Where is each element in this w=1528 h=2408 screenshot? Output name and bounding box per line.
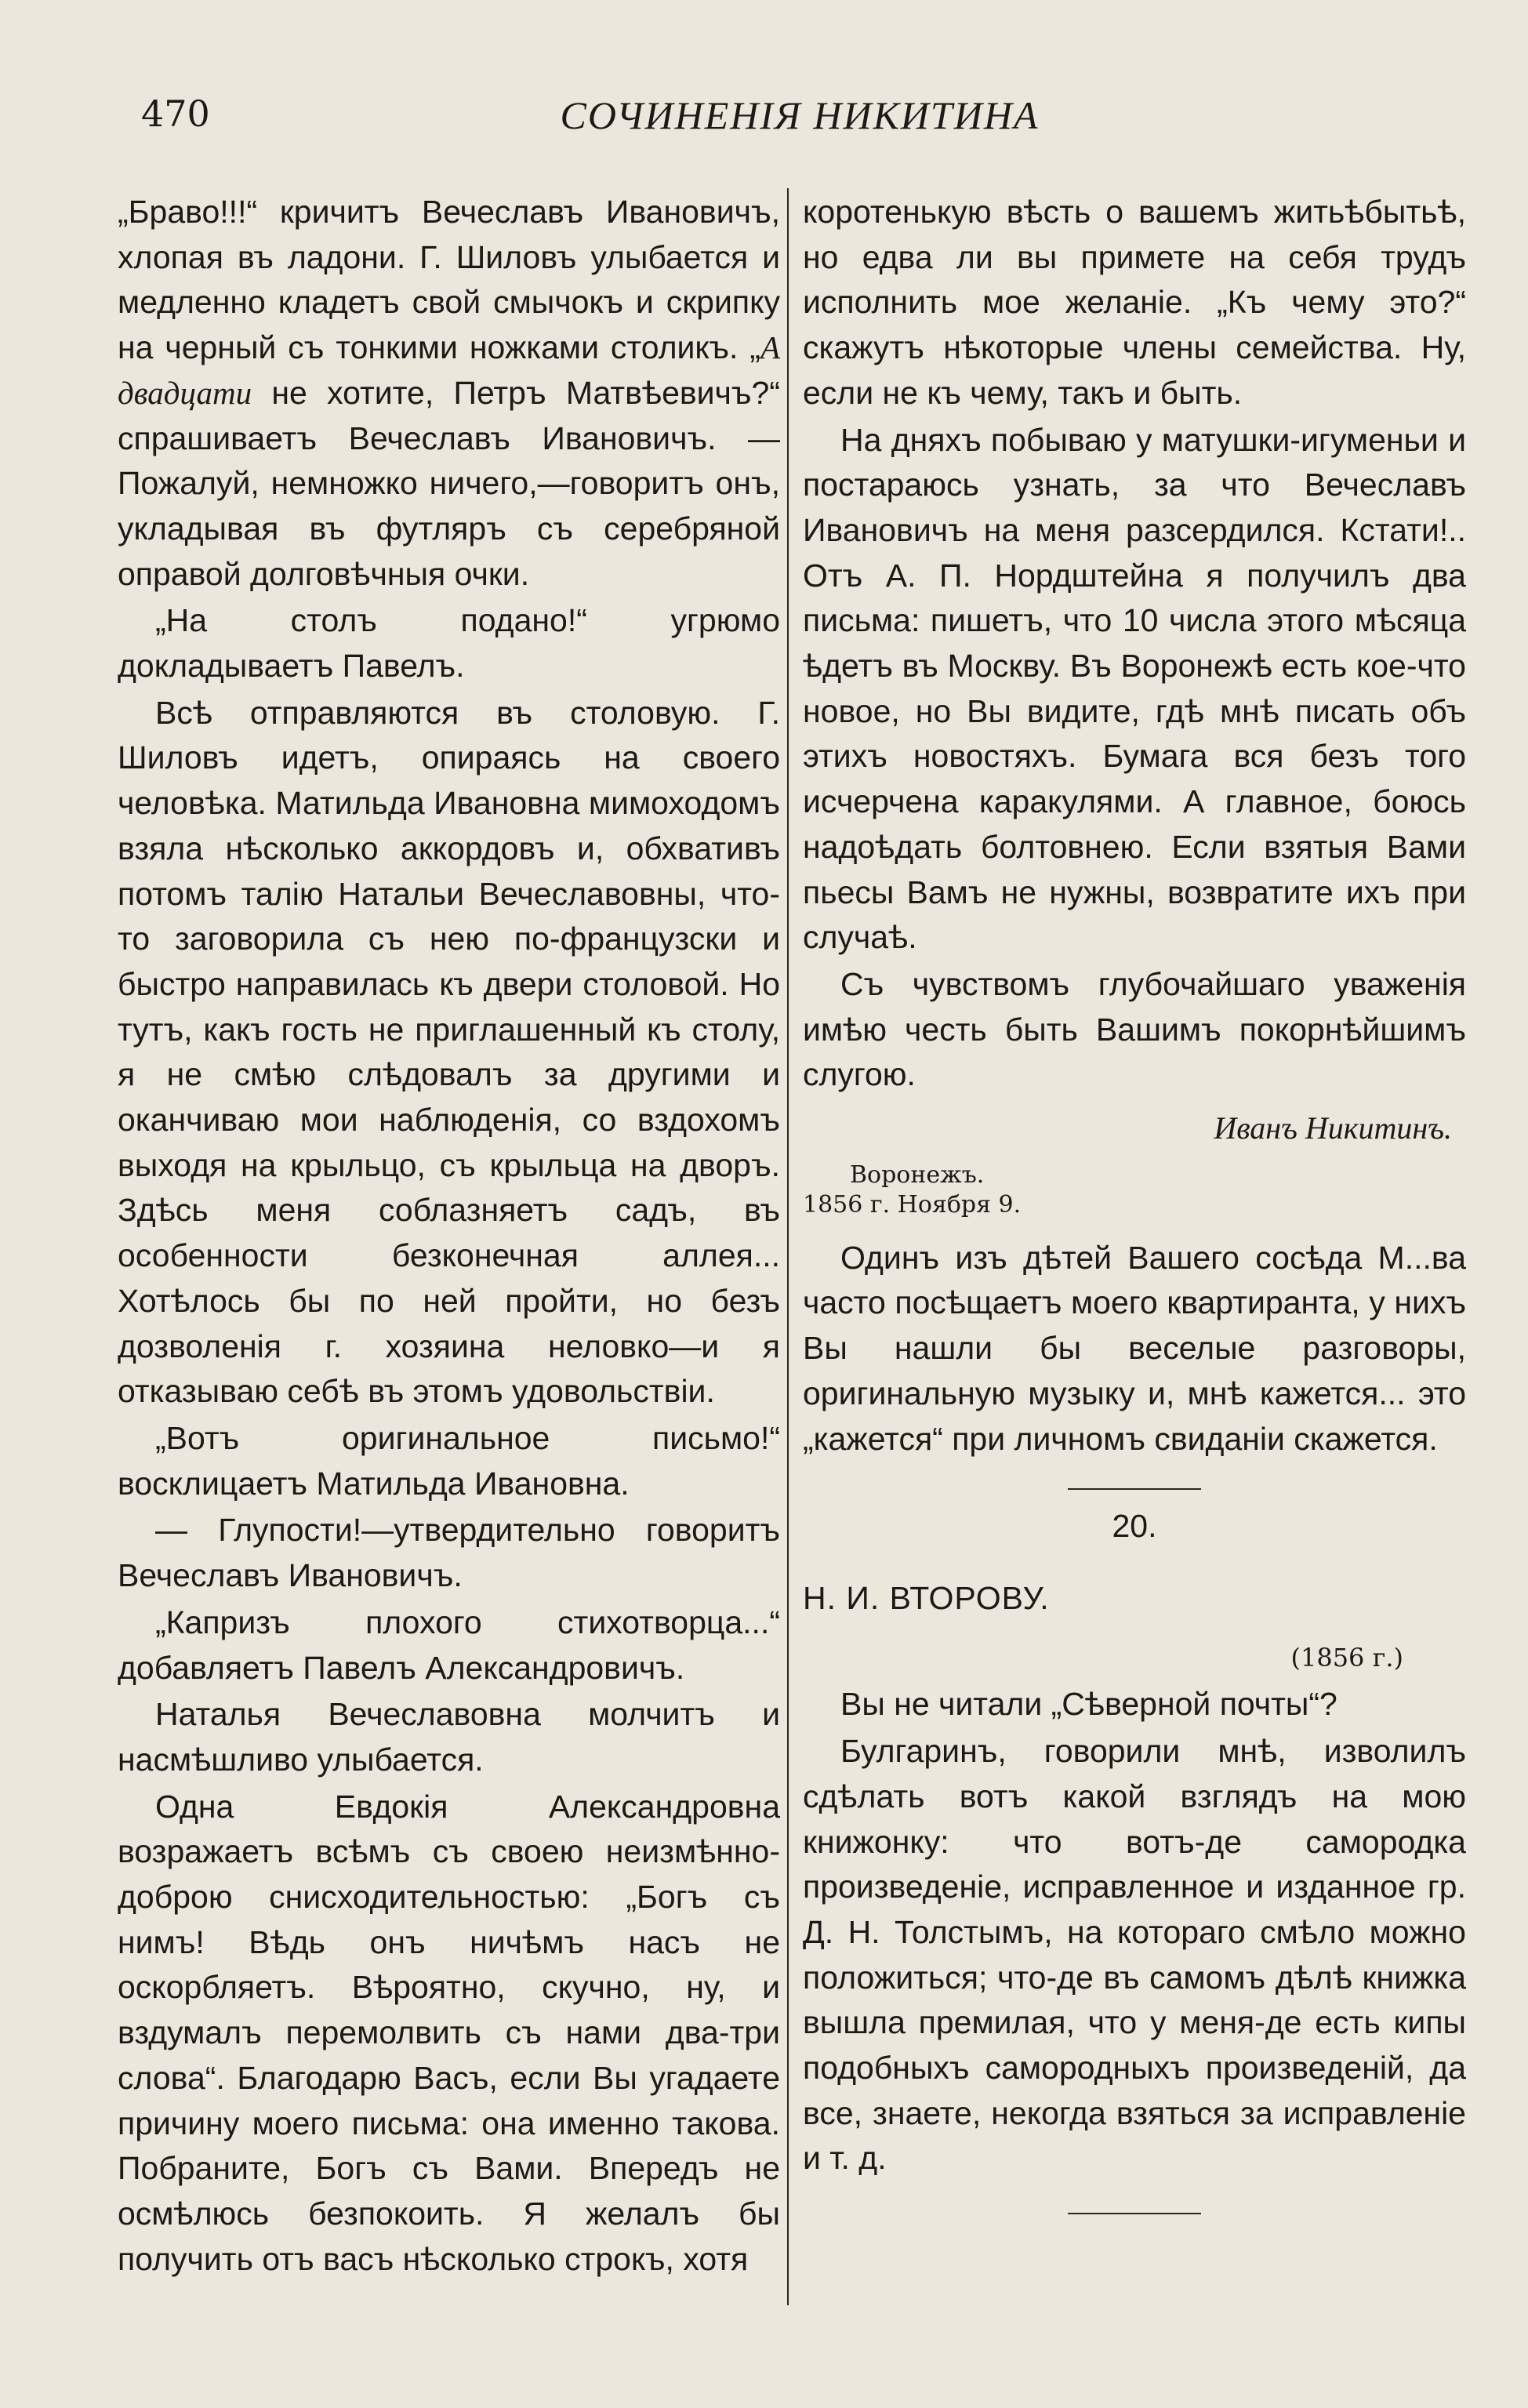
paragraph: Съ чувствомъ глубочайшаго уваженія имѣю честь быть Вашимъ покорнѣйшимъ слугою. <box>803 965 1466 1093</box>
paragraph: коротенькую вѣсть о вашемъ житьѣбытьѣ, но едва ли вы примете на себя трудъ исполнить мое желаніе. „Къ чему это?“ скажутъ нѣкоторые члены семейства. Ну, если не къ чему, такъ и быть. <box>803 194 1466 411</box>
paragraph: „Капризъ плохого стихотворца...“ добавляетъ Павелъ Александровичъ. <box>118 1604 780 1686</box>
letter-recipient: Н. И. ВТОРОВУ. <box>803 1579 1050 1616</box>
letter-place: Воронежъ. <box>850 1160 985 1189</box>
column-divider <box>787 188 789 2305</box>
paragraph: Всѣ отправляются въ столовую. Г. Шиловъ идетъ, опираясь на своего человѣка. Матильда Ивановна мимоходомъ взяла нѣсколько аккордовъ и, обхвативъ потомъ талію Натальи Вечеславовны, что-то заговорила съ нею по-французски и быстро направилась къ двери столовой. Но тутъ, какъ гость не приглашенный къ столу, я не смѣю слѣдовалъ за другими и оканчиваю мои наблюденія, со вздохомъ выходя на крыльцо, съ крыльца на дворъ. Здѣсь меня соблазняетъ садъ, въ особенности безконечная аллея... Хотѣлось бы по ней пройти, но безъ дозволенія г. хозяина неловко—и я отказываю себѣ въ этомъ удовольствіи. <box>118 694 780 1410</box>
letter-number: 20. <box>1112 1508 1157 1545</box>
running-title: СОЧИНЕНІЯ НИКИТИНА <box>560 93 1040 137</box>
left-column <box>118 190 780 2282</box>
letter-date: 1856 г. Ноября 9. <box>803 1190 1022 1219</box>
paragraph: — Глупости!—утвердительно говоритъ Вечеславъ Ивановичъ. <box>118 1512 780 1594</box>
paragraph: Наталья Вечеславовна молчитъ и насмѣшливо улыбается. <box>118 1696 780 1778</box>
signature: Иванъ Никитинъ. <box>1214 1110 1452 1146</box>
letter-year: (1856 г.) <box>1290 1642 1403 1673</box>
paragraph: „Браво!!!“ кричитъ Вечеславъ Ивановичъ, хлопая въ ладони. Г. Шиловъ улыбается и медленно кладетъ свой смычокъ и скрипку на черный съ тонкими ножками столикъ. „А двадцати не хотите, Петръ Матвѣевичъ?“ спрашиваетъ Вечеславъ Ивановичъ. — Пожалуй, немножко ничего,—говоритъ онъ, укладывая въ футляръ съ серебряной оправой долговѣчныя очки. <box>118 194 780 592</box>
italic-phrase: А двадцати <box>118 329 780 411</box>
section-rule <box>1068 1488 1201 1490</box>
paragraph: „Вотъ оригинальное письмо!“ восклицаетъ Матильда Ивановна. <box>118 1419 780 1502</box>
paragraph: Булгаринъ, говорили мнѣ, изволилъ сдѣлать вотъ какой взглядъ на мою книжонку: что вотъ-де самородка произведеніе, исправленное и изданное гр. Д. Н. Толстымъ, на котораго смѣло можно положиться; что-де въ самомъ дѣлѣ книжка вышла премилая, что у меня-де есть кипы подобныхъ самородныхъ произведеній, да все, знаете, некогда взяться за исправленіе и т. д. <box>803 1733 1466 2177</box>
paragraph: Вы не читали „Сѣверной почты“? <box>840 1686 1337 1723</box>
paragraph: Одна Евдокія Александровна возражаетъ всѣмъ съ своею неизмѣнно-доброю снисходительностью: „Богъ съ нимъ! Вѣдь онъ ничѣмъ насъ не оскорбляетъ. Вѣроятно, скучно, ну, и вздумалъ перемолвить съ нами два-три слова“. Благодарю Васъ, если Вы угадаете причину моего письма: она именно такова. Побраните, Богъ съ Вами. Впередъ не осмѣлюсь безпокоить. Я желалъ бы получить отъ васъ нѣсколько строкъ, хотя <box>118 1788 780 2277</box>
paragraph: На дняхъ побываю у матушки-игуменьи и постараюсь узнать, за что Вечеславъ Ивановичъ на меня разсердился. Кстати!.. Отъ А. П. Нордштейна я получилъ два письма: пишетъ, что 10 числа этого мѣсяца ѣдетъ въ Москву. Въ Воронежѣ есть кое-что новое, но Вы видите, гдѣ мнѣ писать объ этихъ новостяхъ. Бумага вся безъ того исчерчена каракулями. А главное, боюсь надоѣдать болтовнею. Если взятыя Вами пьесы Вамъ не нужны, возвратите ихъ при случаѣ. <box>803 421 1466 956</box>
paragraph: Одинъ изъ дѣтей Вашего сосѣда М...ва часто посѣщаетъ моего квартиранта, у нихъ Вы нашли бы веселые разговоры, оригинальную музыку и, мнѣ кажется... это „кажется“ при личномъ свиданіи скажется. <box>803 1239 1466 1457</box>
page-number: 470 <box>141 93 210 135</box>
page-header <box>141 93 1458 147</box>
paragraph: „На столъ подано!“ угрюмо докладываетъ Павелъ. <box>118 602 780 685</box>
right-column <box>803 190 1466 2214</box>
place-date <box>803 1160 1466 1220</box>
section-rule <box>1068 2213 1201 2214</box>
